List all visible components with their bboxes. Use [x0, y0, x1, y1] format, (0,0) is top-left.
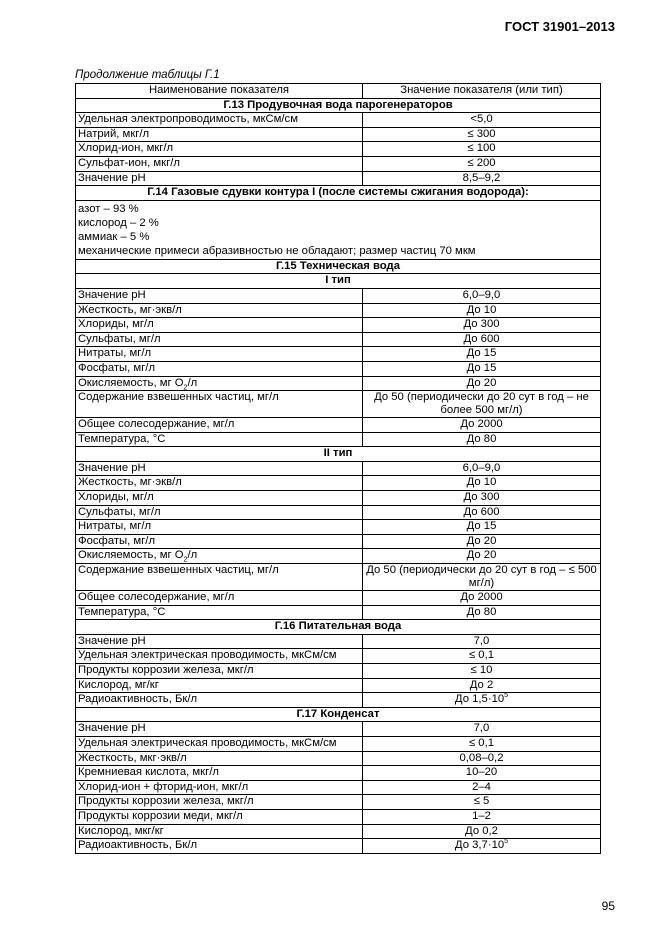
table-row [76, 693, 601, 708]
section-header-row [76, 274, 601, 289]
parameter-name-text: Значение pH [78, 171, 146, 184]
parameter-value-text: До 2000 [460, 418, 503, 431]
parameter-value-text: ≤ 5 [473, 795, 490, 808]
parameter-value-text: До 1,5·10 [454, 693, 505, 706]
section-header-row [76, 707, 601, 722]
parameter-value [363, 766, 601, 781]
parameter-value-text: До 600 [463, 505, 500, 518]
parameter-name-text: Фосфаты, мг/л [78, 534, 156, 547]
parameter-name-text: Общее солесодержание, мг/л [78, 418, 235, 431]
parameter-name-text: Окисляемость, мг O [78, 376, 184, 389]
parameter-value-text: ≤ 10 [470, 664, 493, 676]
parameter-name-text: Хлориды, мг/л [78, 318, 154, 331]
parameter-name-text: Сульфаты, мг/л [78, 332, 161, 345]
parameter-name-text: Хлорид-ион + фторид-ион, мкг/л [78, 780, 249, 793]
parameter-value [363, 534, 601, 549]
parameter-value-text: До 20 [466, 534, 497, 547]
parameter-name-suffix: /л [187, 549, 198, 562]
parameter-name-text: Кислород, мг/кг [78, 678, 159, 691]
parameter-name [76, 649, 363, 664]
table-row [76, 418, 601, 433]
table-header-row [76, 84, 601, 99]
table-row [76, 491, 601, 506]
parameter-value-text: До 20 [466, 549, 497, 562]
parameter-value-text: <5,0 [470, 113, 493, 126]
parameter-value-text: До 50 (периодически до 20 сут в год – не более 500 мг/л) [374, 391, 589, 417]
parameter-name [76, 391, 363, 418]
parameter-value-text: 6,0–9,0 [462, 461, 501, 474]
parameter-name-text: Хлорид-ион, мкг/л [78, 142, 174, 155]
parameter-value-text: ≤ 200 [467, 156, 496, 169]
section-header-row [76, 620, 601, 635]
note-line: механические примеси абразивностью не обладают; размер частиц 70 мкм [78, 244, 476, 257]
table-row [76, 520, 601, 535]
parameter-name [76, 780, 363, 795]
parameter-value-text: До 20 [466, 376, 497, 389]
parameter-name-text: Общее солесодержание, мг/л [78, 591, 235, 604]
parameter-value [363, 564, 601, 591]
superscript: 5 [504, 692, 509, 700]
parameter-value [363, 736, 601, 751]
parameter-value-text: До 15 [466, 520, 497, 533]
parameter-value [363, 491, 601, 506]
parameter-value [363, 520, 601, 535]
parameter-value-text: До 15 [466, 347, 497, 360]
parameter-name [76, 824, 363, 839]
parameter-name [76, 171, 363, 186]
parameter-value-text: 1–2 [472, 809, 491, 822]
table-row [76, 678, 601, 693]
parameter-value [363, 332, 601, 347]
parameter-value [363, 127, 601, 142]
parameter-name [76, 432, 363, 447]
table-row [76, 288, 601, 303]
parameter-name [76, 347, 363, 362]
parameter-name [76, 418, 363, 433]
parameter-name [76, 795, 363, 810]
parameter-name-text: Радиоактивность, Бк/л [78, 839, 198, 852]
parameter-value [363, 751, 601, 766]
table-row [76, 156, 601, 171]
table-row [76, 549, 601, 564]
parameter-name [76, 766, 363, 781]
section-title: Г.13 Продувочная вода парогенераторов [76, 98, 601, 113]
parameter-value [363, 476, 601, 491]
table-row [76, 376, 601, 391]
table-row [76, 564, 601, 591]
parameter-name-text: Окисляемость, мг O [78, 549, 184, 562]
note-line: азот – 93 % [78, 202, 139, 215]
note-line: аммиак – 5 % [78, 230, 150, 243]
parameter-value [363, 142, 601, 157]
parameter-name-text: Сульфаты, мг/л [78, 505, 161, 518]
parameter-value [363, 824, 601, 839]
parameter-value-text: До 0,2 [465, 824, 498, 837]
parameter-name-text: Удельная электропроводимость, мкСм/см [78, 113, 298, 126]
parameter-value-text: 0,08–0,2 [459, 751, 504, 764]
parameter-value [363, 664, 601, 679]
parameter-name [76, 376, 363, 391]
parameter-name-text: Натрий, мкг/л [78, 127, 150, 140]
composition-note [76, 200, 601, 259]
parameter-value-text: ≤ 0,1 [468, 736, 495, 749]
superscript: 5 [504, 838, 509, 846]
parameter-name [76, 303, 363, 318]
parameter-value [363, 171, 601, 186]
parameter-value [363, 347, 601, 362]
parameter-value [363, 156, 601, 171]
table-row [76, 127, 601, 142]
parameter-name-text: Фосфаты, мг/л [78, 361, 156, 374]
parameter-value-text: 8,5–9,2 [462, 171, 501, 184]
parameter-value [363, 303, 601, 318]
parameter-name-text: Нитраты, мг/л [78, 347, 152, 360]
parameter-value [363, 809, 601, 824]
standard-number: ГОСТ 31901–2013 [504, 19, 615, 34]
parameter-value-text: До 300 [463, 491, 500, 504]
parameter-name-text: Содержание взвешенных частиц, мг/л [78, 564, 279, 577]
parameter-name-text: Жесткость, мкг·экв/л [78, 751, 187, 764]
parameter-value-text: ≤ 300 [467, 127, 496, 140]
parameter-name-text: Удельная электрическая проводимость, мкСм/см [78, 649, 337, 662]
parameter-value-text: До 300 [463, 318, 500, 331]
parameter-value-text: 7,0 [473, 634, 490, 647]
section-header-row [76, 98, 601, 113]
parameter-value [363, 780, 601, 795]
parameter-name [76, 491, 363, 506]
table-row [76, 318, 601, 333]
parameter-name-text: Значение pH [78, 722, 146, 735]
section-header-row [76, 447, 601, 462]
parameter-value-text: 2–4 [472, 780, 491, 793]
table-row [76, 664, 601, 679]
parameter-name [76, 127, 363, 142]
parameter-value [363, 376, 601, 391]
parameter-name-text: Удельная электрическая проводимость, мкСм/см [78, 736, 337, 749]
parameter-name [76, 476, 363, 491]
parameter-name [76, 361, 363, 376]
parameter-name [76, 722, 363, 737]
parameter-name [76, 156, 363, 171]
column-header-name: Наименование показателя [76, 84, 363, 99]
parameter-value [363, 795, 601, 810]
parameter-name-text: Значение pH [78, 461, 146, 474]
parameter-name [76, 461, 363, 476]
table-row [76, 634, 601, 649]
parameter-name-text: Хлориды, мг/л [78, 491, 154, 504]
table-row [76, 347, 601, 362]
parameter-name-text: Жесткость, мг·экв/л [78, 303, 182, 316]
parameter-name-text: Содержание взвешенных частиц, мг/л [78, 391, 279, 404]
parameter-value [363, 634, 601, 649]
parameter-name [76, 736, 363, 751]
parameter-value [363, 391, 601, 418]
table-row [76, 649, 601, 664]
parameter-name-text: Кислород, мкг/кг [78, 824, 164, 837]
table-row [76, 171, 601, 186]
parameter-value-text: До 600 [463, 332, 500, 345]
parameter-name [76, 751, 363, 766]
parameter-value-text: До 2 [469, 678, 494, 691]
parameter-name [76, 678, 363, 693]
parameter-value [363, 418, 601, 433]
parameter-name [76, 564, 363, 591]
parameter-value-text: До 80 [466, 432, 497, 445]
parameter-value-text: 7,0 [473, 722, 490, 735]
parameter-value [363, 361, 601, 376]
parameter-value-text: 6,0–9,0 [462, 288, 501, 301]
section-header-row [76, 259, 601, 274]
parameter-name-text: Продукты коррозии меди, мкг/л [78, 809, 243, 822]
section-header-row [76, 186, 601, 201]
parameter-name [76, 693, 363, 708]
parameter-value [363, 432, 601, 447]
parameter-name-suffix: /л [187, 376, 198, 389]
parameter-value-text: До 3,7·10 [454, 839, 505, 852]
parameter-value-text: До 10 [466, 303, 497, 316]
page-number: 95 [601, 899, 615, 913]
parameter-name-text: Температура, °С [78, 432, 166, 445]
section-title: I тип [76, 274, 601, 289]
section-title: Г.16 Питательная вода [76, 620, 601, 635]
subscript: 2 [183, 383, 188, 391]
note-line: кислород – 2 % [78, 216, 159, 229]
table-row [76, 391, 601, 418]
table-row [76, 476, 601, 491]
table-row [76, 303, 601, 318]
parameter-name-text: Значение pH [78, 634, 146, 647]
parameter-name [76, 809, 363, 824]
parameter-name-text: Нитраты, мг/л [78, 520, 152, 533]
parameter-name [76, 520, 363, 535]
table-row [76, 751, 601, 766]
parameter-value [363, 649, 601, 664]
table-row [76, 766, 601, 781]
table-row [76, 591, 601, 606]
subscript: 2 [183, 556, 188, 564]
parameter-value [363, 678, 601, 693]
table-row [76, 505, 601, 520]
parameter-value-text: ≤ 100 [467, 142, 496, 155]
parameter-value-text: До 15 [466, 361, 497, 374]
parameter-name [76, 549, 363, 564]
composition-note-row [76, 200, 601, 259]
parameter-name [76, 505, 363, 520]
section-title: Г.14 Газовые сдувки контура I (после системы сжигания водорода): [76, 186, 601, 201]
parameter-value-text: До 10 [466, 476, 497, 489]
table-row [76, 736, 601, 751]
parameter-value [363, 549, 601, 564]
table-row [76, 722, 601, 737]
parameter-name [76, 634, 363, 649]
parameter-name [76, 839, 363, 854]
parameter-value [363, 288, 601, 303]
parameter-value [363, 113, 601, 128]
parameter-name-text: Температура, °С [78, 605, 166, 618]
parameter-name-text: Радиоактивность, Бк/л [78, 693, 198, 706]
parameter-value-text: ≤ 0,1 [468, 649, 495, 662]
table-row [76, 461, 601, 476]
parameter-value [363, 461, 601, 476]
table-row [76, 605, 601, 620]
parameter-name [76, 332, 363, 347]
parameter-name [76, 605, 363, 620]
parameter-value-text: До 80 [466, 605, 497, 618]
parameter-name [76, 534, 363, 549]
parameter-value-text: 10–20 [465, 766, 498, 779]
parameter-value [363, 318, 601, 333]
parameter-name-text: Кремниевая кислота, мкг/л [78, 766, 219, 779]
parameter-value [363, 505, 601, 520]
parameter-name [76, 288, 363, 303]
parameter-name [76, 591, 363, 606]
table-row [76, 824, 601, 839]
column-header-value: Значение показателя (или тип) [363, 84, 601, 99]
table-row [76, 113, 601, 128]
parameter-value-text: До 50 (периодически до 20 сут в год – ≤ 500 мг/л) [366, 564, 597, 590]
table-row [76, 361, 601, 376]
table-caption: Продолжение таблицы Г.1 [75, 69, 220, 81]
parameter-value [363, 591, 601, 606]
table-row [76, 432, 601, 447]
parameter-value-text: До 2000 [460, 591, 503, 604]
table-row [76, 142, 601, 157]
table-row [76, 332, 601, 347]
table-row [76, 795, 601, 810]
parameter-name-text: Значение pH [78, 288, 146, 301]
section-title: Г.15 Техническая вода [76, 259, 601, 274]
parameter-name-text: Сульфат-ион, мкг/л [78, 156, 180, 169]
parameter-name [76, 664, 363, 679]
parameter-name [76, 142, 363, 157]
parameter-name [76, 318, 363, 333]
parameter-value [363, 722, 601, 737]
parameter-name-text: Продукты коррозии железа, мкг/л [78, 664, 254, 676]
table-row [76, 809, 601, 824]
parameters-table [75, 83, 601, 854]
section-title: II тип [76, 447, 601, 462]
parameter-value [363, 693, 601, 708]
table-row [76, 534, 601, 549]
table-row [76, 839, 601, 854]
table-row [76, 780, 601, 795]
parameter-name-text: Жесткость, мг·экв/л [78, 476, 182, 489]
parameter-name-text: Продукты коррозии железа, мкг/л [78, 795, 254, 808]
parameter-name [76, 113, 363, 128]
parameter-value [363, 839, 601, 854]
parameter-value [363, 605, 601, 620]
section-title: Г.17 Конденсат [76, 707, 601, 722]
